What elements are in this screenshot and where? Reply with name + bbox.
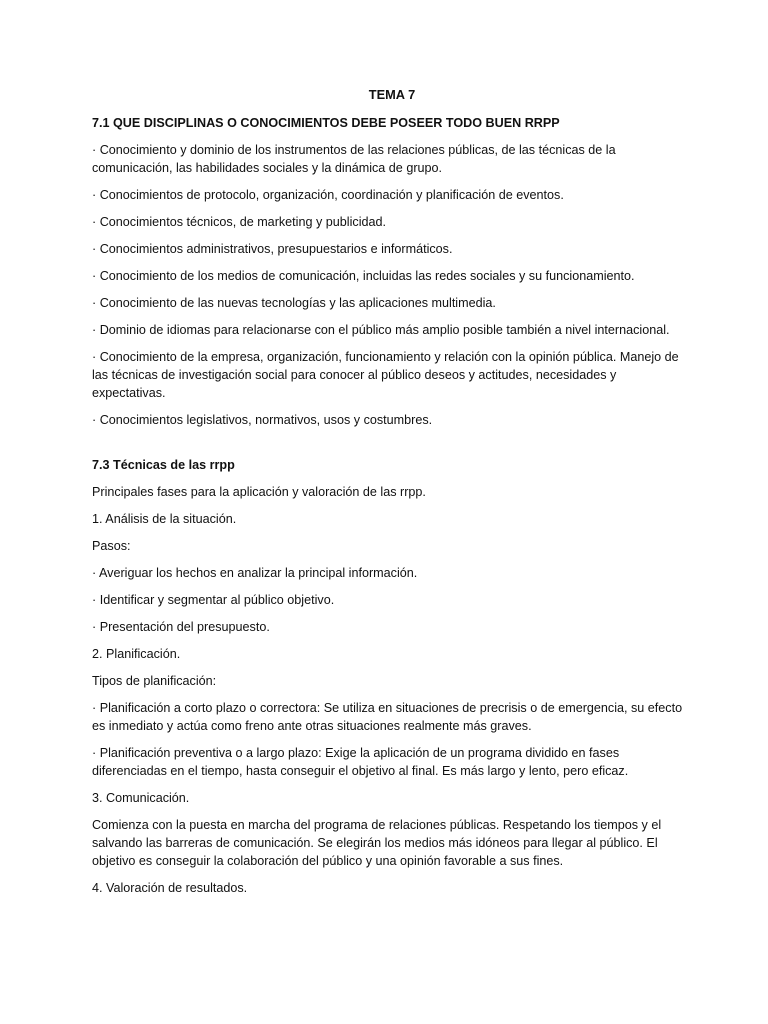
paragraph: · Conocimiento de la empresa, organización, funcionamiento y relación con la opinión pública. Manejo de las técnicas de investigación social para conocer al público deseos y actitudes, necesidades y expectativas.	[92, 350, 679, 400]
paragraph: Pasos:	[92, 539, 131, 553]
paragraph: 3. Comunicación.	[92, 791, 190, 805]
paragraph: · Identificar y segmentar al público objetivo.	[92, 593, 335, 607]
paragraph: Comienza con la puesta en marcha del programa de relaciones públicas. Respetando los tiempos y el salvando las barreras de comunicación. Se elegirán los medios más idóneos para llegar al público. El objetivo es conseguir la colaboración del público y una opinión favorable a sus fines.	[92, 818, 662, 868]
paragraph: · Dominio de idiomas para relacionarse con el público más amplio posible también a nivel internacional.	[92, 323, 670, 337]
paragraph: · Presentación del presupuesto.	[92, 620, 270, 634]
paragraph: 2. Planificación.	[92, 647, 181, 661]
paragraph: Tipos de planificación:	[92, 674, 217, 688]
paragraph: · Planificación preventiva o a largo plazo: Exige la aplicación de un programa dividido en fases diferenciadas en el tiempo, hasta conseguir el objetivo al final. Es más largo y lento, pero eficaz.	[92, 746, 629, 778]
paragraph: · Planificación a corto plazo o correctora: Se utiliza en situaciones de precrisis o de emergencia, su efecto es inmediato y actúa como freno ante otras situaciones realmente más graves.	[92, 701, 683, 733]
document-title: TEMA 7	[368, 87, 416, 102]
paragraph: · Conocimientos legislativos, normativos, usos y costumbres.	[92, 413, 433, 427]
paragraph: · Conocimiento de las nuevas tecnologías y las aplicaciones multimedia.	[92, 296, 496, 310]
paragraph: · Averiguar los hechos en analizar la principal información.	[92, 566, 418, 580]
paragraph: 1. Análisis de la situación.	[92, 512, 237, 526]
document-page	[92, 86, 692, 906]
paragraph: · Conocimientos administrativos, presupuestarios e informáticos.	[92, 242, 453, 256]
paragraph: 4. Valoración de resultados.	[92, 881, 248, 895]
paragraph: · Conocimiento y dominio de los instrumentos de las relaciones públicas, de las técnicas de la comunicación, las habilidades sociales y la dinámica de grupo.	[92, 143, 616, 175]
paragraph: · Conocimiento de los medios de comunicación, incluidas las redes sociales y su funcionamiento.	[92, 269, 635, 283]
paragraph: · Conocimientos técnicos, de marketing y publicidad.	[92, 215, 386, 229]
paragraph: · Conocimientos de protocolo, organización, coordinación y planificación de eventos.	[92, 188, 564, 202]
paragraph: Principales fases para la aplicación y valoración de las rrpp.	[92, 485, 426, 499]
section-spacer	[92, 438, 692, 456]
section-heading-7-1: 7.1 QUE DISCIPLINAS O CONOCIMIENTOS DEBE POSEER TODO BUEN RRPP	[92, 116, 560, 130]
section-heading-7-3: 7.3 Técnicas de las rrpp	[92, 458, 235, 472]
